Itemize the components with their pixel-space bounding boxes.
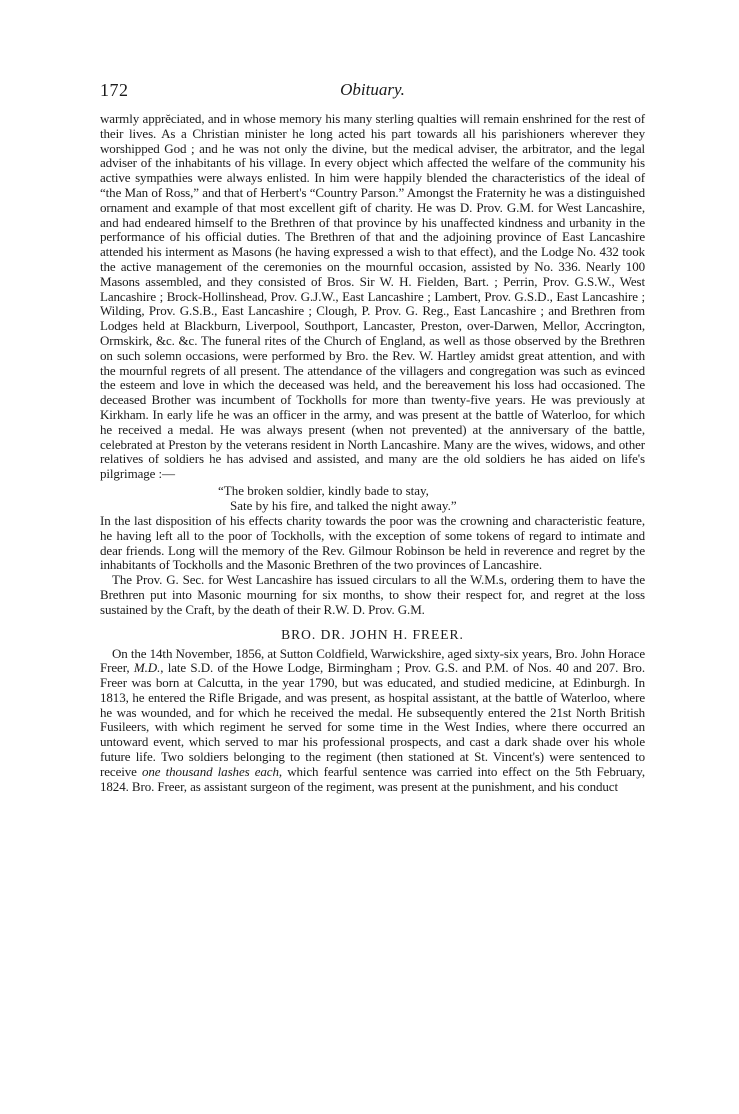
page — [100, 80, 645, 794]
verse-line: “The broken soldier, kindly bade to stay, — [218, 482, 429, 498]
text-run: , late S.D. of the Howe Lodge, Birmingham ; Prov. G.S. and P.M. of Nos. 40 and 207. Bro. Freer was born at Calcutta, in the year 1790, but was educated, and studied medicine, at Edinburgh. In 1813, he entered the Rifle Brigade, and was present, as hospital assistant, at the battle of Waterloo, where he was wounded, and for which he received the medal. He subsequently entered the 21st North British Fusileers, with which regiment he served for some time in the West Indies, where there occurred an untoward event, which served to mar his professional prospects, and cast a dark shade over his whole future life. Two soldiers belonging to the regiment (then stationed at St. Vincent's) were sentenced to receive — [100, 660, 645, 779]
paragraph-obituary-freer — [100, 647, 645, 795]
paragraph-prov-sec-circular: The Prov. G. Sec. for West Lancashire has issued circulars to all the W.M.s, ordering them to have the Brethren put into Masonic mourning for six months, to show their respect for, and regret at the loss sustained by the Craft, by the death of their R.W. D. Prov. G.M. — [100, 572, 645, 617]
verse-quotation — [100, 483, 645, 513]
italic-text: M.D. — [133, 660, 161, 676]
paragraph-last-disposition: In the last disposition of his effects charity towards the poor was the crowning and characteristic feature, he having left all to the poor of Tockholls, with the exception of some tokens of regard to intimate and dear friends. Long will the memory of the Rev. Gilmour Robinson be held in reverence and regret by the inhabitants of Tockholls and the Masonic Brethren of the two provinces of Lancashire. — [100, 512, 645, 573]
text-run: On the 14th November, 1856, at Sutton Coldfield, Warwickshire, aged sixty-six years, Bro. John Horace Freer, — [100, 645, 645, 676]
verse-line: Sate by his fire, and talked the night away.” — [230, 497, 457, 513]
italic-text: one thousand lashes each — [142, 763, 279, 779]
page-header — [100, 80, 645, 104]
paragraph-obituary-robinson: warmly apprĕciated, and in whose memory his many sterling qualties will remain enshrined for the rest of their lives. As a Christian minister he long acted his part towards all his parishioners wherever they worshipped God ; and he was not only the divine, but the medical adviser, the arbitrator, and the legal adviser of the inhabitants of his village. In every object which affected the welfare of the community his active sympathies were always enlisted. In him were happily blended the characteristics of the ideal of “the Man of Ross,” and that of Herbert's “Country Parson.” Amongst the Fraternity he was a distinguished ornament and example of that most excellent gift of charity. He was D. Prov. G.M. for West Lancashire, and had endeared himself to the Brethren of that province by his unaffected kindness and urbanity in the performance of his official duties. The Brethren of that and the adjoining province of East Lancashire attended his interment as Masons (he having expressed a wish to that effect), and the Lodge No. 432 took the active management of the ceremonies on the mournful occasion, assisted by No. 336. Nearly 100 Masons assembled, and they consisted of Bros. Sir W. H. Fielden, Bart. ; Perrin, Prov. G.S.W., West Lancashire ; Brock-Hollinshead, Prov. G.J.W., East Lancashire ; Lambert, Prov. G.S.D., East Lancashire ; Wilding, Prov. G.S.B., East Lancashire ; Clough, P. Prov. G. Reg., East Lancashire ; and Brethren from Lodges held at Blackburn, Liverpool, Southport, Lancaster, Preston, over-Darwen, Mellor, Accrington, Ormskirk, &c. &c. The funeral rites of the Church of England, as well as those observed by the Brethren on such solemn occasions, were performed by Bro. the Rev. W. Hartley amidst great attention, and with the mournful regrets of all present. The attendance of the villagers and congregation was such as evinced the esteem and love in which the deceased was held, and the bereavement his loss had occasioned. The deceased Brother was incumbent of Tockholls for more than twenty-five years. He was previously at Kirkham. In early life he was an officer in the army, and was present at the battle of Waterloo, for which he received a medal. He was always present (when not prevented) at the anniversary of the battle, celebrated at Preston by the veterans resident in North Lancashire. Many are the wives, widows, and other relatives of soldiers he has advised and assisted, and many are the old soldiers he has aided on life's pilgrimage :— — [100, 111, 645, 482]
text-run: , which fearful sentence was carried into effect on the 5th February, 1824. Bro. Freer, as assistant surgeon of the regiment, was present at the punishment, and his conduct — [100, 763, 645, 794]
page-number: 172 — [100, 80, 129, 100]
running-head: Obituary. — [340, 80, 405, 99]
section-heading: BRO. DR. JOHN H. FREER. — [281, 626, 464, 642]
